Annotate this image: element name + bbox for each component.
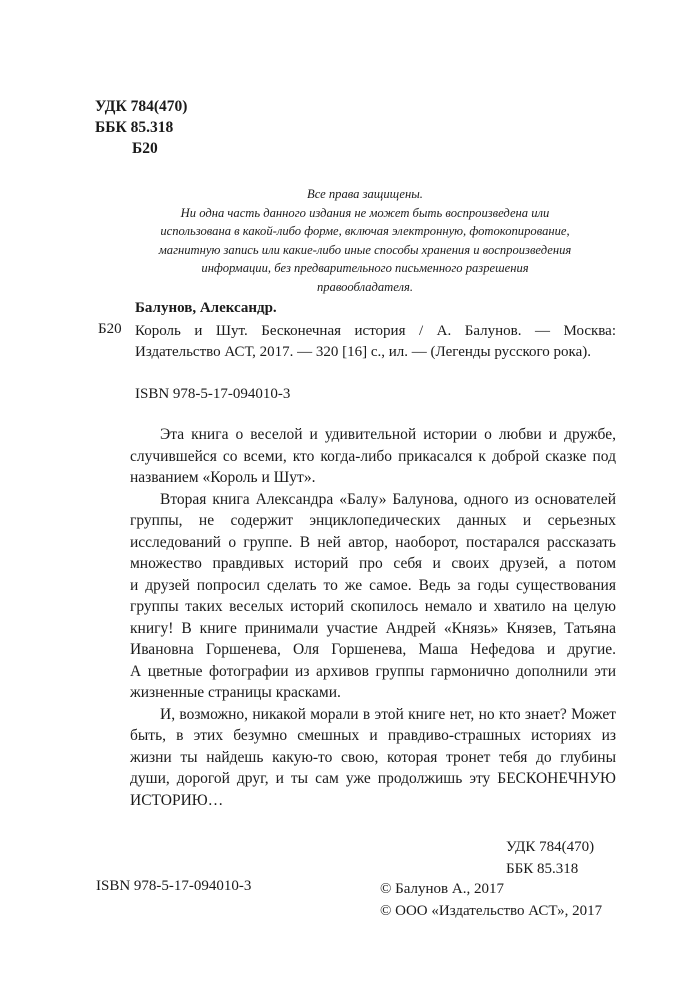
annotation-line: книгу! В книге принимали участие Андрей «Князь» Князев, Татьяна <box>130 619 616 637</box>
annotation-line: исследований о группе. В ней автор, наоборот, постарался рассказать <box>130 533 616 551</box>
rights-line: использована в какой-либо форме, включая электронную, фотокопирование, <box>160 224 570 239</box>
footer-udk: УДК 784(470) <box>506 839 595 855</box>
copyright-author: © Балунов А., 2017 <box>380 881 504 897</box>
isbn-record: ISBN 978-5-17-094010-3 <box>135 386 291 402</box>
author-mark: Б20 <box>132 140 158 157</box>
rights-notice <box>130 185 600 297</box>
annotation-line: Вторая книга Александра «Балу» Балунова, одного из основателей <box>160 490 616 508</box>
annotation-paragraph <box>130 489 616 704</box>
rights-line: информации, без предварительного письменного разрешения <box>201 261 529 276</box>
footer-bbk: ББК 85.318 <box>506 861 579 877</box>
annotation-line: ИСТОРИЮ… <box>130 791 224 809</box>
annotation <box>130 424 616 811</box>
annotation-line: жизненные страницы красками. <box>130 684 341 701</box>
annotation-line: А цветные фотографии из архивов группы гармонично дополнили эти <box>130 662 616 680</box>
annotation-line: жизни ты найдешь какую-то свою, которая тронет тебя до глубины <box>130 748 616 766</box>
footer-isbn: ISBN 978-5-17-094010-3 <box>96 878 252 894</box>
annotation-line: случившейся со всеми, кто когда-либо прикасался к доброй сказке под <box>130 447 616 465</box>
rights-line: Ни одна часть данного издания не может быть воспроизведена или <box>180 205 550 220</box>
annotation-line: и друзей попросил сделать то же самое. Ведь за годы существования <box>130 576 616 594</box>
annotation-line: названием «Король и Шут». <box>130 469 316 486</box>
annotation-paragraph <box>130 424 616 489</box>
rights-line: Все права защищены. <box>307 187 423 201</box>
copyright-block <box>380 878 602 922</box>
bbk-code: ББК 85.318 <box>95 119 174 136</box>
annotation-line: Эта книга о веселой и удивительной истории о любви и дружбе, <box>160 426 616 443</box>
annotation-line: Ивановна Горшенева, Оля Горшенева, Маша Нефедова и другие. <box>130 641 616 658</box>
rights-line: магнитную запись или какие-либо иные способы хранения и воспроизведения <box>158 242 572 257</box>
annotation-line: группы, не содержит энциклопедических данных и серьезных <box>130 512 616 529</box>
annotation-line: быть, в этих безумно смешных и правдиво-страшных историях из <box>130 727 616 744</box>
author-heading: Балунов, Александр. <box>135 300 277 316</box>
annotation-line: группы таких веселых историй скопилось немало и хватило на целую <box>130 598 616 615</box>
annotation-line: души, дорогой друг, и ты сам уже продолжишь эту БЕСКОНЕЧНУЮ <box>130 770 616 787</box>
udk-code: УДК 784(470) <box>95 98 188 115</box>
rights-line: правообладателя. <box>316 279 414 294</box>
classification-header <box>95 96 187 159</box>
bibliographic-description: Король и Шут. Бесконечная история / А. Балунов. — Москва: Издательство АСТ, 2017. — 320 [16] с., ил. — (Легенды русского рока). <box>135 323 616 360</box>
annotation-paragraph <box>130 704 616 812</box>
footer-classification <box>506 836 594 880</box>
annotation-line: множество правдивых историй про себя и своих друзей, а потом <box>130 555 616 572</box>
bibliographic-code: Б20 <box>98 321 122 337</box>
annotation-line: И, возможно, никакой морали в этой книге нет, но кто знает? Может <box>160 705 616 723</box>
copyright-publisher: © ООО «Издательство АСТ», 2017 <box>380 903 603 919</box>
